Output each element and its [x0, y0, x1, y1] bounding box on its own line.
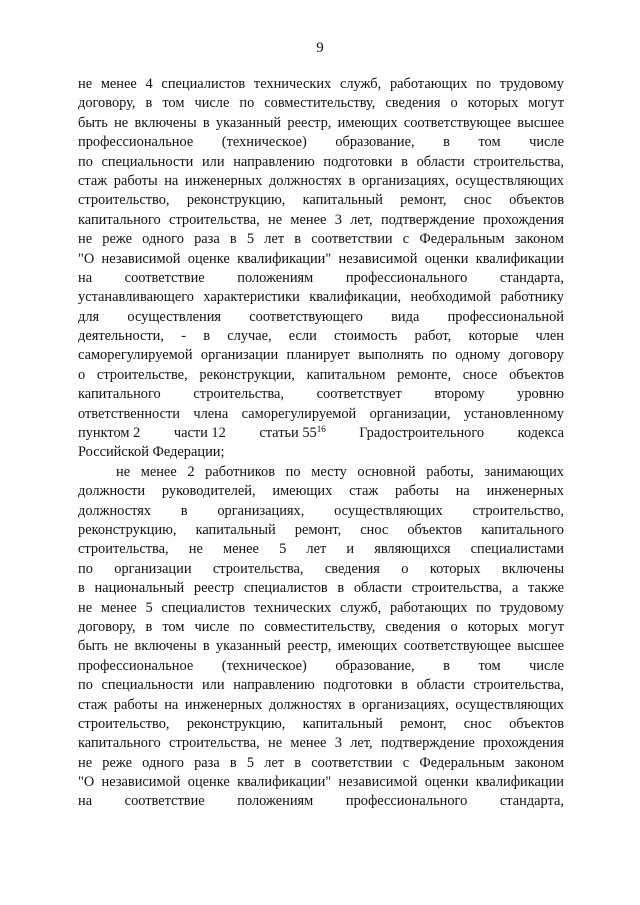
- text-line: капитального строительства, не менее 3 лет, подтверждение прохождения: [78, 735, 564, 752]
- text-line: договору, в том числе по совместительству, сведения о которых могут: [78, 95, 564, 112]
- text-line: деятельности, - в случае, если стоимость работ, которые член: [78, 328, 564, 345]
- text-line: строительство, реконструкцию, капитальный ремонт, снос объектов: [78, 192, 564, 209]
- text-line: не менее 5 специалистов технических служб, работающих по трудовому: [78, 599, 564, 616]
- text-line: устанавливающего характеристики квалификации, необходимой работнику: [78, 289, 564, 306]
- text-line: по специальности или направлению подготовки в области строительства,: [78, 677, 564, 694]
- text-line: стаж работы на инженерных должностях в организациях, осуществляющих: [78, 172, 564, 189]
- ref-part: Градостроительного: [359, 425, 485, 442]
- statute-reference-line: [78, 424, 564, 443]
- ref-part: пунктом 2: [78, 425, 141, 442]
- text-line: не менее 2 работников по месту основной работы, занимающих: [116, 463, 564, 480]
- text-line: на соответствие положениям профессионального стандарта,: [78, 793, 564, 810]
- text-line: реконструкцию, капитальный ремонт, снос объектов капитального: [78, 521, 564, 538]
- text-line: быть не включены в указанный реестр, имеющих соответствующее высшее: [78, 638, 564, 655]
- text-line: в национальный реестр специалистов в области строительства, а также: [78, 580, 564, 597]
- text-line: по организации строительства, сведения о которых включены: [78, 560, 564, 577]
- text-line: "О независимой оценке квалификации" независимой оценки квалификации: [78, 250, 564, 267]
- page-number: 9: [316, 40, 324, 56]
- ref-part: кодекса: [517, 425, 564, 442]
- text-line: "О независимой оценке квалификации" независимой оценки квалификации: [78, 774, 564, 791]
- ref-article: [259, 424, 325, 443]
- text-line: не реже одного раза в 5 лет в соответствии с Федеральным законом: [78, 231, 564, 248]
- text-line: не реже одного раза в 5 лет в соответствии с Федеральным законом: [78, 754, 564, 771]
- text-line: не менее 4 специалистов технических служб, работающих по трудовому: [78, 76, 564, 92]
- text-line: строительства, не менее 5 лет и являющихся специалистами: [78, 541, 564, 558]
- text-line: о строительстве, реконструкции, капитальном ремонте, сносе объектов: [78, 366, 564, 383]
- text-line: договору, в том числе по совместительству, сведения о которых могут: [78, 618, 564, 635]
- text-line: профессиональное (техническое) образование, в том числе: [78, 657, 564, 674]
- text-line: саморегулируемой организации планирует выполнять по одному договору: [78, 347, 564, 364]
- ref-superscript: 16: [316, 424, 326, 435]
- ref-part: части 12: [173, 425, 226, 442]
- text-line: капитального строительства, соответствует второму уровню: [78, 386, 564, 403]
- paragraph-block-2: [78, 443, 564, 811]
- paragraph-block-1: [78, 75, 564, 424]
- body-text: [78, 75, 564, 812]
- text-line: ответственности члена саморегулируемой организации, установленному: [78, 405, 564, 422]
- text-line: стаж работы на инженерных должностях в организациях, осуществляющих: [78, 696, 564, 713]
- text-line: для осуществления соответствующего вида профессиональной: [78, 308, 564, 325]
- text-line: быть не включены в указанный реестр, имеющих соответствующее высшее: [78, 114, 564, 131]
- text-line: строительство, реконструкцию, капитальный ремонт, снос объектов: [78, 715, 564, 732]
- text-line: должности руководителей, имеющих стаж работы на инженерных: [78, 483, 564, 500]
- text-line: по специальности или направлению подготовки в области строительства,: [78, 153, 564, 170]
- text-line: капитального строительства, не менее 3 лет, подтверждение прохождения: [78, 211, 564, 228]
- text-line: профессиональное (техническое) образование, в том числе: [78, 134, 564, 151]
- ref-part: статьи 55: [259, 425, 317, 442]
- text-line: Российской Федерации;: [78, 444, 225, 461]
- text-line: должностях в организациях, осуществляющих строительство,: [78, 502, 564, 519]
- text-line: на соответствие положениям профессионального стандарта,: [78, 269, 564, 286]
